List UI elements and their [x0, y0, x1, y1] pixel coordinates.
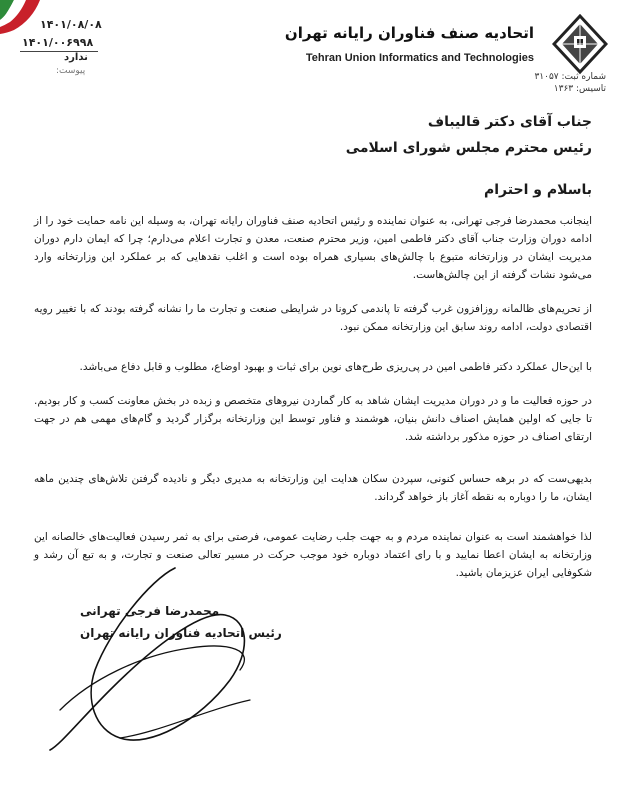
enclosure-label: پیوست:	[56, 66, 86, 76]
signatory-name: محمدرضا فرجی تهرانی	[80, 604, 220, 618]
establishment-year: تاسیس: ۱۳۶۳	[553, 84, 606, 94]
letter-number: ۱۴۰۱/۰۰۶۹۹۸	[22, 36, 94, 49]
signatory-title: رئیس اتحادیه فناوران رایانه تهران	[80, 626, 282, 640]
letter-date: ۱۴۰۱/۰۸/۰۸	[40, 18, 102, 31]
body-paragraph: اینجانب محمدرضا فرجی تهرانی، به عنوان نماینده و رئیس اتحادیه صنف فناوران رایانه تهران، به وسیله این نامه حمایت خود را از ادامه دوران وزارت جناب آقای دکتر فاطمی امین، وزیر محترم صنعت، معدن و تجارت اعلام می‌دارم؛ چرا که ایمان دارم دوران مدیریت ایشان در وزارتخانه متبوع با چالش‌های بسیاری همراه بوده است و اغلب نقدهایی که بر عملکرد این وزارتخانه وارد می‌شود نشات گرفته از این چالش‌هاست.	[34, 215, 592, 281]
body-paragraph: لذا خواهشمند است به عنوان نماینده مردم و به جهت جلب رضایت عمومی، فرصتی برای به ثمر رسیدن فعالیت‌های خالصانه این وزارتخانه به ایشان اعطا نمایید و با رای اعتماد دوباره خود موجب حرکت در مسیر تعالی صنعت و تجارت، و به تبع آن رشد و شکوفایی ایران عزیزمان باشید.	[34, 531, 592, 579]
body-paragraph: با این‌حال عملکرد دکتر فاطمی امین در پی‌ریزی طرح‌های نوین برای ثبات و بهبود اوضاع، مطلوب و قابل دفاع می‌باشد.	[79, 361, 592, 373]
body-paragraph: در حوزه فعالیت ما و در دوران مدیریت ایشان شاهد به کار گماردن نیروهای متخصص و زبده در بخش معاونت کسب و کار بودیم. تا جایی که اولین همایش اصناف دانش بنیان، هوشمند و فناور توسط این وزارتخانه برگزار گردید و گام‌های مهمی هم در جهت ارتقای اصناف در حوزه مذکور برداشته شد.	[34, 395, 592, 443]
handwritten-signature	[0, 560, 330, 760]
registration-number: شماره ثبت: ۳۱۰۵۷	[534, 72, 606, 82]
greeting: باسلام و احترام	[484, 182, 592, 198]
body-paragraph: از تحریم‌های ظالمانه روزافزون غرب گرفته تا پاندمی کرونا در شرایطی صنعت و تجارت ما را نشانه گرفته بودند که با تغییر رویه اقتصادی دولت، ادامه روند سابق این وزارتخانه ممکن نبود.	[34, 303, 592, 333]
addressee: جناب آقای دکتر قالیباف	[427, 114, 592, 130]
letter-attachment: ندارد	[64, 52, 88, 63]
union-logo-icon	[552, 14, 608, 76]
org-name-en: Tehran Union Informatics and Technologies	[305, 52, 534, 64]
body-paragraph: بدیهی‌ست که در برهه حساس کنونی، سپردن سکان هدایت این وزارتخانه به مدیری دیگر و نادیده گرفتن تلاش‌های چندین ماهه ایشان، ما را دوباره به نقطه آغاز باز خواهد گرداند.	[34, 473, 592, 503]
addressee-title: رئیس محترم مجلس شورای اسلامی	[345, 140, 592, 156]
org-name-fa: اتحادیه صنف فناوران رایانه تهران	[284, 24, 534, 42]
